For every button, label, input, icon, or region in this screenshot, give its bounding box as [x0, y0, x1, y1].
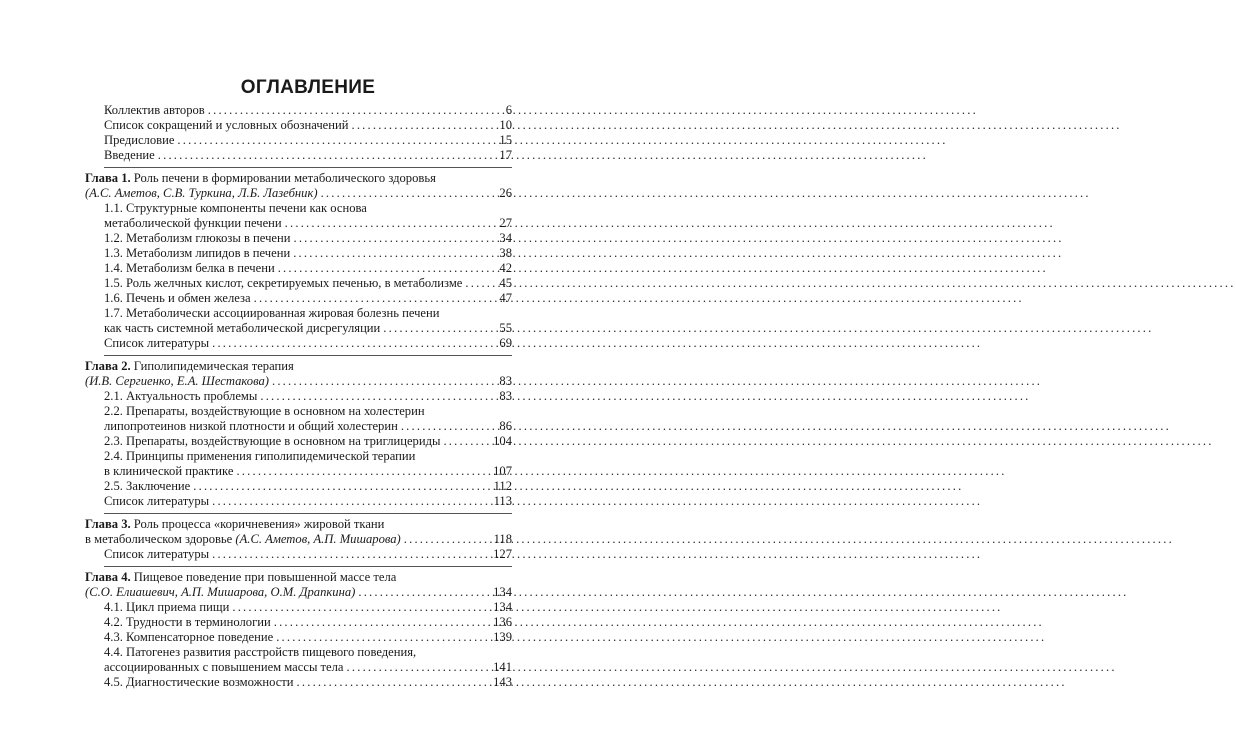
- entry-label: как часть системной метаболической дисрегуляции: [104, 321, 381, 335]
- entry-label: Список литературы: [104, 547, 210, 561]
- page-number: 118: [493, 532, 512, 546]
- chapter-authors-row[interactable]: [85, 585, 512, 600]
- chapter-authors: (И.В. Сергиенко, Е.А. Шестакова): [85, 374, 269, 388]
- entry-label: 4.3. Компенсаторное поведение: [104, 630, 274, 644]
- dot-leader: [358, 585, 490, 600]
- entry-label: Список литературы: [104, 336, 210, 350]
- toc-entry-front[interactable]: [104, 118, 512, 133]
- toc-list: [85, 103, 512, 690]
- page-number: 15: [499, 133, 512, 147]
- section-divider: [104, 355, 512, 356]
- page-title: ОГЛАВЛЕНИЕ: [240, 77, 376, 98]
- chapter-heading[interactable]: [85, 570, 512, 585]
- toc-entry[interactable]: [104, 261, 512, 276]
- page-number: 141: [493, 660, 512, 674]
- page-number: 45: [499, 276, 512, 290]
- dot-leader: [276, 630, 490, 645]
- toc-entry-front[interactable]: [104, 103, 512, 118]
- chapter-title: Глава 3. Роль процесса «коричневения» жировой ткани: [85, 517, 385, 531]
- chapter-authors: (А.С. Аметов, С.В. Туркина, Л.Б. Лазебник): [85, 186, 318, 200]
- dot-leader: [158, 148, 497, 163]
- toc-entry-front[interactable]: [104, 133, 512, 148]
- chapter-number: Глава 3.: [85, 517, 131, 531]
- dot-leader: [212, 336, 496, 351]
- section-divider: [104, 167, 512, 168]
- entry-label: 1.1. Структурные компоненты печени как основа: [104, 201, 367, 215]
- entry-label: 4.4. Патогенез развития расстройств пищевого поведения,: [104, 645, 417, 659]
- dot-leader: [193, 479, 490, 494]
- toc-entry[interactable]: [104, 434, 512, 449]
- dot-leader: [232, 600, 490, 615]
- dot-leader: [321, 186, 497, 201]
- page-number: 83: [499, 389, 512, 403]
- section-divider: [104, 566, 512, 567]
- entry-label: ассоциированных с повышением массы тела: [104, 660, 344, 674]
- chapter-heading[interactable]: [85, 359, 512, 374]
- toc-entry-line: [104, 645, 512, 660]
- toc-entry[interactable]: [104, 479, 512, 494]
- chapter-title: Глава 4. Пищевое поведение при повышенной массе тела: [85, 570, 397, 584]
- toc-entry[interactable]: [104, 675, 512, 690]
- page-number: 134: [493, 585, 512, 599]
- entry-label: 1.2. Метаболизм глюкозы в печени: [104, 231, 291, 245]
- toc-entry[interactable]: [104, 630, 512, 645]
- page-number: 69: [499, 336, 512, 350]
- dot-leader: [443, 434, 490, 449]
- dot-leader: [285, 216, 497, 231]
- page-number: 17: [499, 148, 512, 162]
- toc-entry-line: [104, 449, 512, 464]
- toc-entry[interactable]: [104, 419, 512, 434]
- toc-entry[interactable]: [104, 246, 512, 261]
- chapter-number: Глава 2.: [85, 359, 131, 373]
- page-number: 136: [493, 615, 512, 629]
- entry-label: Предисловие: [104, 133, 175, 147]
- dot-leader: [401, 419, 497, 434]
- chapter-title: Глава 2. Гиполипидемическая терапия: [85, 359, 294, 373]
- toc-entry[interactable]: [104, 547, 512, 562]
- dot-leader: [293, 246, 496, 261]
- entry-label: 2.3. Препараты, воздействующие в основном на триглицериды: [104, 434, 441, 448]
- dot-leader: [383, 321, 496, 336]
- entry-label: липопротеинов низкой плотности и общий холестерин: [104, 419, 398, 433]
- page-number: 83: [499, 374, 512, 388]
- page-number: 34: [499, 231, 512, 245]
- dot-leader: [297, 675, 491, 690]
- dot-leader: [404, 532, 491, 547]
- entry-label: 1.7. Метаболически ассоциированная жировая болезнь печени: [104, 306, 440, 320]
- page-number: 113: [493, 494, 512, 508]
- page-number: 26: [499, 186, 512, 200]
- page-number: 47: [499, 291, 512, 305]
- entry-label: 2.2. Препараты, воздействующие в основном на холестерин: [104, 404, 425, 418]
- chapter-authors-row[interactable]: [85, 374, 512, 389]
- page-number: 139: [493, 630, 512, 644]
- dot-leader: [272, 374, 496, 389]
- entry-label: 1.6. Печень и обмен железа: [104, 291, 251, 305]
- page-number: 127: [493, 547, 512, 561]
- chapter-title: Глава 1. Роль печени в формировании метаболического здоровья: [85, 171, 436, 185]
- toc-entry-front[interactable]: [104, 148, 512, 163]
- toc-entry[interactable]: [104, 336, 512, 351]
- entry-label: метаболической функции печени: [104, 216, 282, 230]
- page-number: 6: [505, 103, 512, 117]
- page-number: 38: [499, 246, 512, 260]
- dot-leader: [236, 464, 490, 479]
- chapter-authors-row[interactable]: [85, 532, 512, 547]
- entry-label: 2.4. Принципы применения гиполипидемической терапии: [104, 449, 416, 463]
- toc-entry[interactable]: [104, 600, 512, 615]
- entry-label: 1.5. Роль желчных кислот, секретируемых печенью, в метаболизме: [104, 276, 463, 290]
- chapter-heading[interactable]: [85, 517, 512, 532]
- dot-leader: [347, 660, 491, 675]
- toc-entry[interactable]: [104, 660, 512, 675]
- entry-label: 4.1. Цикл приема пищи: [104, 600, 230, 614]
- toc-entry[interactable]: [104, 615, 512, 630]
- chapter-heading[interactable]: [85, 171, 512, 186]
- dot-leader: [260, 389, 496, 404]
- entry-label: 1.3. Метаболизм липидов в печени: [104, 246, 291, 260]
- entry-label: Список литературы: [104, 494, 210, 508]
- toc-entry[interactable]: [104, 464, 512, 479]
- chapter-authors-row[interactable]: [85, 186, 512, 201]
- toc-entry[interactable]: [104, 494, 512, 509]
- page-number: 55: [499, 321, 512, 335]
- page-number: 112: [493, 479, 512, 493]
- dot-leader: [293, 231, 496, 246]
- toc-entry[interactable]: [104, 389, 512, 404]
- dot-leader: [212, 494, 490, 509]
- dot-leader: [351, 118, 496, 133]
- page-number: 107: [493, 464, 512, 478]
- page-number: 104: [493, 434, 512, 448]
- dot-leader: [212, 547, 490, 562]
- dot-leader: [278, 261, 497, 276]
- dot-leader: [465, 276, 496, 291]
- chapter-number: Глава 4.: [85, 570, 131, 584]
- entry-label: 4.2. Трудности в терминологии: [104, 615, 271, 629]
- toc-entry-line: [104, 306, 512, 321]
- entry-label: 2.5. Заключение: [104, 479, 191, 493]
- toc-entry-line: [104, 201, 512, 216]
- entry-label: Список сокращений и условных обозначений: [104, 118, 349, 132]
- dot-leader: [274, 615, 490, 630]
- dot-leader: [177, 133, 496, 148]
- dot-leader: [208, 103, 503, 118]
- entry-label: 4.5. Диагностические возможности: [104, 675, 294, 689]
- page-number: 134: [493, 600, 512, 614]
- section-divider: [104, 513, 512, 514]
- chapter-number: Глава 1.: [85, 171, 131, 185]
- entry-label: в клинической практике: [104, 464, 234, 478]
- toc-entry[interactable]: [104, 321, 512, 336]
- toc-entry[interactable]: [104, 291, 512, 306]
- toc-entry[interactable]: [104, 216, 512, 231]
- dot-leader: [254, 291, 497, 306]
- entry-label: Коллектив авторов: [104, 103, 205, 117]
- chapter-authors: (С.О. Елиашевич, А.П. Мишарова, О.М. Драпкина): [85, 585, 356, 599]
- entry-label: Введение: [104, 148, 155, 162]
- page-number: 42: [499, 261, 512, 275]
- page-number: 86: [499, 419, 512, 433]
- entry-label: 2.1. Актуальность проблемы: [104, 389, 258, 403]
- chapter-authors: в метаболическом здоровье (А.С. Аметов, А.П. Мишарова): [85, 532, 401, 546]
- page-number: 27: [499, 216, 512, 230]
- toc-entry-line: [104, 404, 512, 419]
- entry-label: 1.4. Метаболизм белка в печени: [104, 261, 275, 275]
- page-number: 143: [493, 675, 512, 689]
- page-number: 10: [499, 118, 512, 132]
- toc-entry[interactable]: [104, 276, 512, 291]
- toc-entry[interactable]: [104, 231, 512, 246]
